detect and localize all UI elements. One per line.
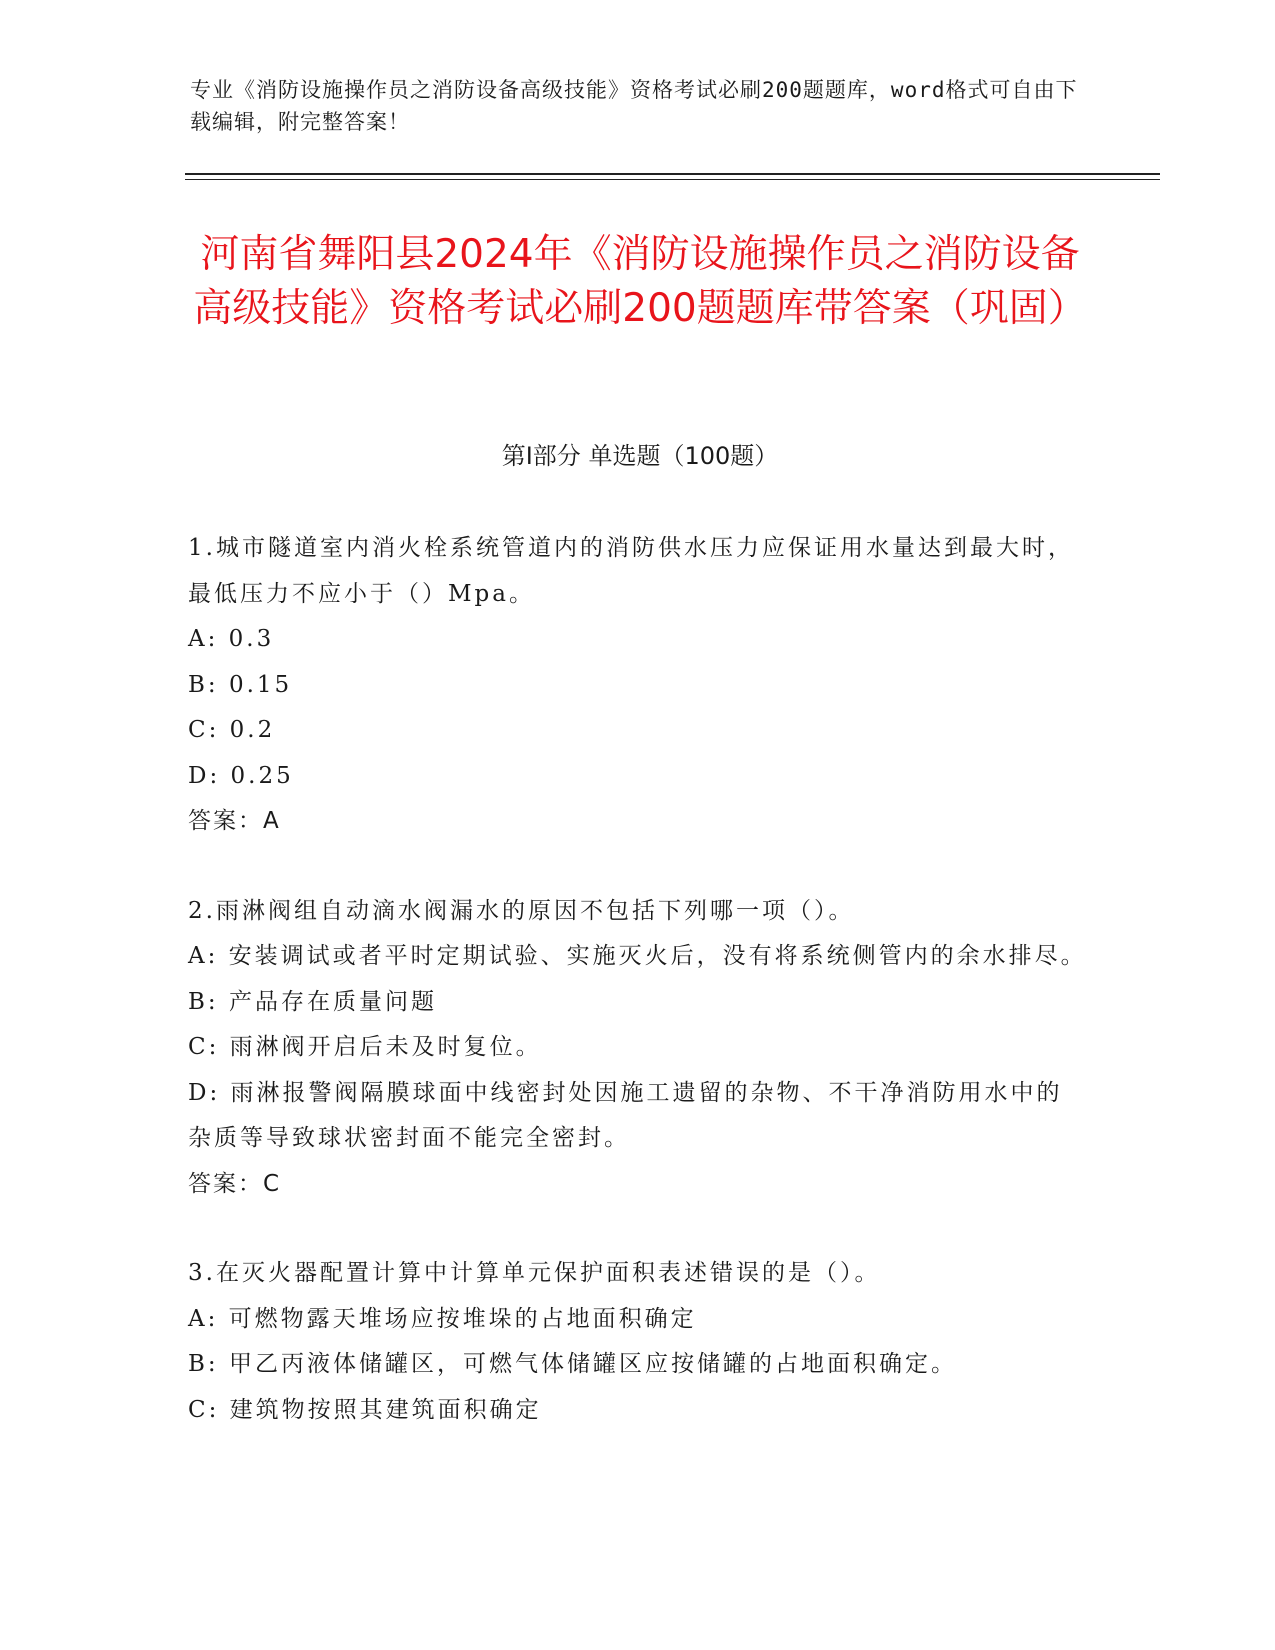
option-d: D: 雨淋报警阀隔膜球面中线密封处因施工遗留的杂物、不干净消防用水中的杂质等导致球状密封面不能完全密封。 <box>188 1079 1063 1151</box>
question-text: 3.在灭火器配置计算中计算单元保护面积表述错误的是（）。 <box>188 1260 881 1286</box>
option-b: B: 甲乙丙液体储罐区，可燃气体储罐区应按储罐的占地面积确定。 <box>188 1351 957 1377</box>
question-1 <box>188 526 1088 845</box>
document-title: 河南省舞阳县2024年《消防设施操作员之消防设备高级技能》资格考试必刷200题题库带答案（巩固） <box>193 232 1087 331</box>
header-note: 专业《消防设施操作员之消防设备高级技能》资格考试必刷200题题库，word格式可自由下载编辑，附完整答案！ <box>190 78 1078 134</box>
question-2 <box>188 889 1088 1208</box>
answer: 答案：A <box>188 808 281 834</box>
answer: 答案：C <box>188 1170 282 1197</box>
option-c: C: 建筑物按照其建筑面积确定 <box>188 1396 542 1423</box>
option-b: B: 0.15 <box>188 671 293 698</box>
option-a: A: 安装调试或者平时定期试验、实施灭火后，没有将系统侧管内的余水排尽。 <box>188 943 1087 969</box>
option-b: B: 产品存在质量问题 <box>188 988 437 1015</box>
option-c: C: 0.2 <box>188 717 276 743</box>
option-a: A: 可燃物露天堆场应按堆垛的占地面积确定 <box>188 1305 697 1332</box>
header-rule-thick <box>185 173 1160 175</box>
section-title: 第Ⅰ部分 单选题（100题） <box>501 442 779 470</box>
option-d: D: 0.25 <box>188 762 294 789</box>
header-rule-thin <box>185 179 1160 180</box>
option-c: C: 雨淋阀开启后未及时复位。 <box>188 1034 542 1060</box>
question-list <box>188 526 1088 1477</box>
question-3 <box>188 1251 1088 1433</box>
question-text: 2.雨淋阀组自动滴水阀漏水的原因不包括下列哪一项（）。 <box>188 897 855 924</box>
question-text: 1.城市隧道室内消火栓系统管道内的消防供水压力应保证用水量达到最大时，最低压力不应小于（）Mpa。 <box>188 535 1074 607</box>
option-a: A: 0.3 <box>188 626 275 652</box>
